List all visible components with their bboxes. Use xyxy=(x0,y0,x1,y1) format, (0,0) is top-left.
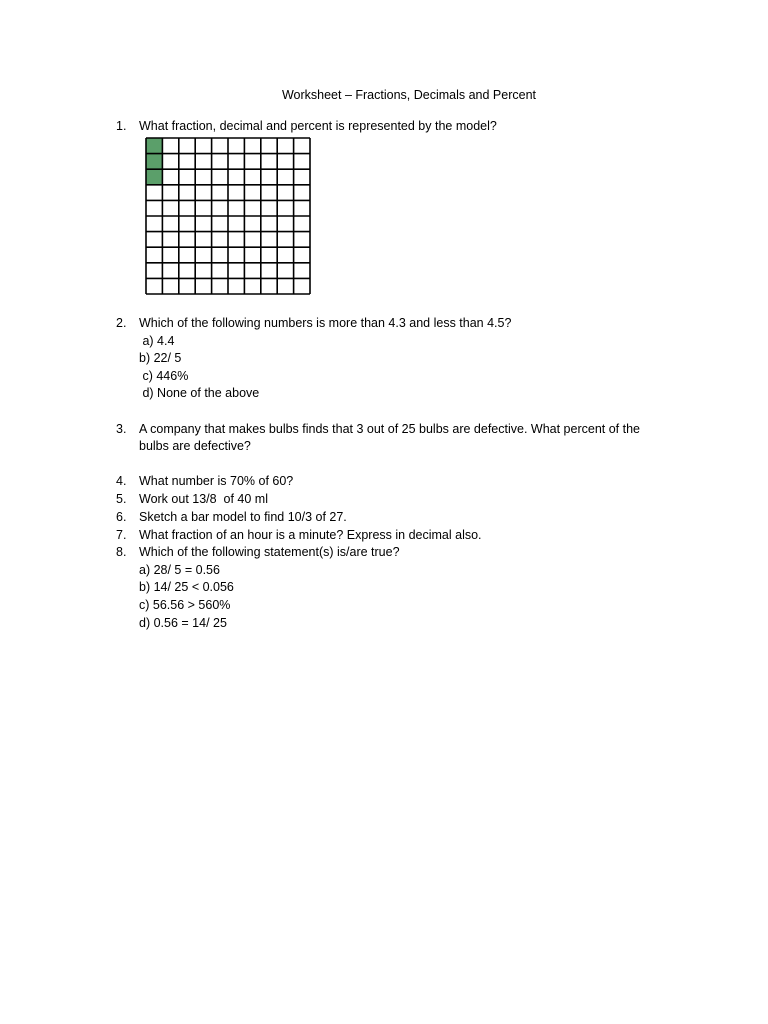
shaded-cell xyxy=(146,154,162,170)
option-text: b) 22/ 5 xyxy=(139,351,182,365)
shaded-cell xyxy=(146,169,162,185)
worksheet-title: Worksheet – Fractions, Decimals and Percent xyxy=(281,88,537,102)
option-text: d) 0.56 = 14/ 25 xyxy=(139,616,227,630)
question-text: Which of the following statement(s) is/are true? xyxy=(139,545,400,559)
question-number: 4. xyxy=(116,474,127,488)
question-number: 2. xyxy=(116,316,127,330)
option-text: a) 28/ 5 = 0.56 xyxy=(139,563,220,577)
question-number: 8. xyxy=(116,545,127,559)
option-text: c) 56.56 > 560% xyxy=(139,598,231,612)
shaded-cell xyxy=(146,138,162,154)
option-text: b) 14/ 25 < 0.056 xyxy=(139,580,234,594)
question-number: 6. xyxy=(116,510,127,524)
question-number: 3. xyxy=(116,422,127,436)
question-number: 1. xyxy=(116,119,127,133)
question-text: What number is 70% of 60? xyxy=(139,474,294,488)
question-text: Sketch a bar model to find 10/3 of 27. xyxy=(139,510,347,524)
question-text: A company that makes bulbs finds that 3 out of 25 bulbs are defective. What percent of the xyxy=(139,422,640,436)
option-text: a) 4.4 xyxy=(139,334,175,348)
hundred-grid-model xyxy=(145,137,311,295)
question-text: bulbs are defective? xyxy=(139,439,251,453)
question-number: 7. xyxy=(116,528,127,542)
question-text: What fraction, decimal and percent is represented by the model? xyxy=(139,119,497,133)
option-text: c) 446% xyxy=(139,369,189,383)
question-text: Work out 13/8 of 40 ml xyxy=(139,492,268,506)
question-text: Which of the following numbers is more than 4.3 and less than 4.5? xyxy=(139,316,512,330)
question-text: What fraction of an hour is a minute? Express in decimal also. xyxy=(139,528,482,542)
hundred-grid-svg xyxy=(145,137,311,295)
question-number: 5. xyxy=(116,492,127,506)
option-text: d) None of the above xyxy=(139,386,260,400)
